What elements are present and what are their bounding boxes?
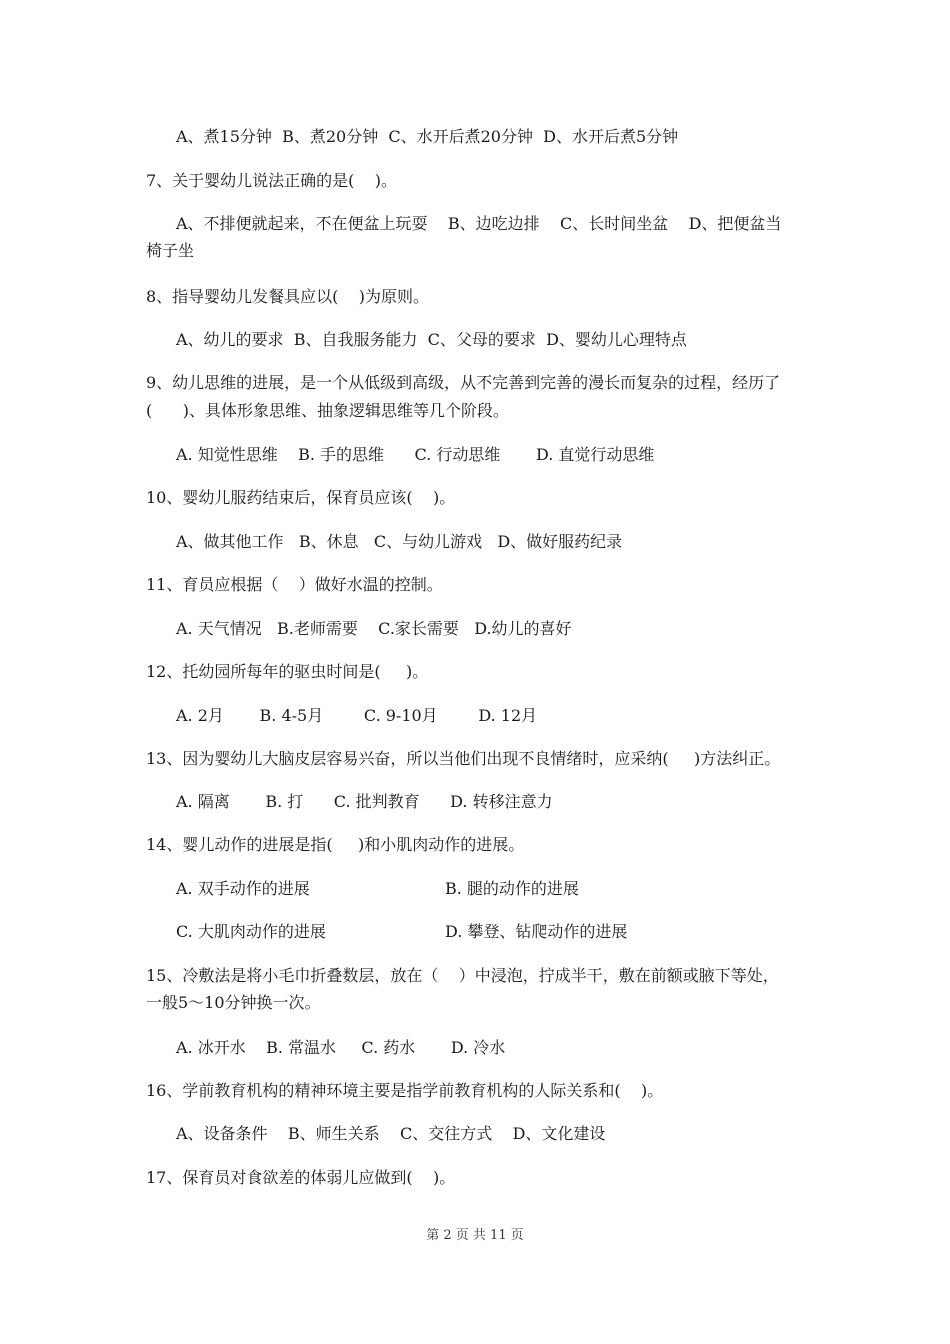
q13-stem: 13、因为婴幼儿大脑皮层容易兴奋，所以当他们出现不良情绪时，应采纳( )方法纠正。 — [146, 749, 781, 768]
q14-stem: 14、婴儿动作的进展是指( )和小肌肉动作的进展。 — [146, 835, 525, 854]
q11-stem: 11、育员应根据（ ）做好水温的控制。 — [146, 575, 443, 594]
q17-stem: 17、保育员对食欲差的体弱儿应做到( )。 — [146, 1168, 456, 1187]
q7-stem: 7、关于婴幼儿说法正确的是( )。 — [146, 171, 398, 190]
q8-stem: 8、指导婴幼儿发餐具应以( )为原则。 — [146, 287, 430, 306]
q8-options: A、幼儿的要求 B、自我服务能力 C、父母的要求 D、婴幼儿心理特点 — [176, 330, 687, 349]
q15-stem-line1: 15、冷敷法是将小毛巾折叠数层，放在（ ）中浸泡，拧成半干，敷在前额或腋下等处， — [146, 966, 779, 985]
q12-options: A. 2月 B. 4-5月 C. 9-10月 D. 12月 — [176, 706, 538, 725]
q14-option-a: A. 双手动作的进展 — [176, 879, 310, 898]
page-number-footer: 第 2 页 共 11 页 — [426, 1228, 524, 1243]
q10-options: A、做其他工作 B、休息 C、与幼儿游戏 D、做好服药纪录 — [176, 532, 623, 551]
q15-stem-line2: 一般5～10分钟换一次。 — [146, 993, 321, 1012]
q14-option-d: D. 攀登、钻爬动作的进展 — [445, 922, 628, 941]
q9-stem-line2: ( )、具体形象思维、抽象逻辑思维等几个阶段。 — [146, 401, 510, 420]
q9-stem-line1: 9、幼儿思维的进展，是一个从低级到高级，从不完善到完善的漫长而复杂的过程，经历了 — [146, 373, 781, 392]
q7-options-line1: A、不排便就起来，不在便盆上玩耍 B、边吃边排 C、长时间坐盆 D、把便盆当 — [176, 214, 782, 233]
q16-options: A、设备条件 B、师生关系 C、交往方式 D、文化建设 — [176, 1124, 606, 1143]
q9-options: A. 知觉性思维 B. 手的思维 C. 行动思维 D. 直觉行动思维 — [176, 445, 655, 464]
q13-options: A. 隔离 B. 打 C. 批判教育 D. 转移注意力 — [176, 792, 553, 811]
q14-option-c: C. 大肌肉动作的进展 — [176, 922, 326, 941]
q14-option-b: B. 腿的动作的进展 — [445, 879, 579, 898]
q10-stem: 10、婴幼儿服药结束后，保育员应该( )。 — [146, 488, 456, 507]
q16-stem: 16、学前教育机构的精神环境主要是指学前教育机构的人际关系和( )。 — [146, 1081, 664, 1100]
q15-options: A. 冰开水 B. 常温水 C. 药水 D. 冷水 — [176, 1038, 506, 1057]
q11-options: A. 天气情况 B.老师需要 C.家长需要 D.幼儿的喜好 — [176, 619, 572, 638]
q12-stem: 12、托幼园所每年的驱虫时间是( )。 — [146, 662, 429, 681]
q6-options: A、煮15分钟 B、煮20分钟 C、水开后煮20分钟 D、水开后煮5分钟 — [176, 127, 679, 146]
q7-options-line2: 椅子坐 — [146, 241, 195, 260]
